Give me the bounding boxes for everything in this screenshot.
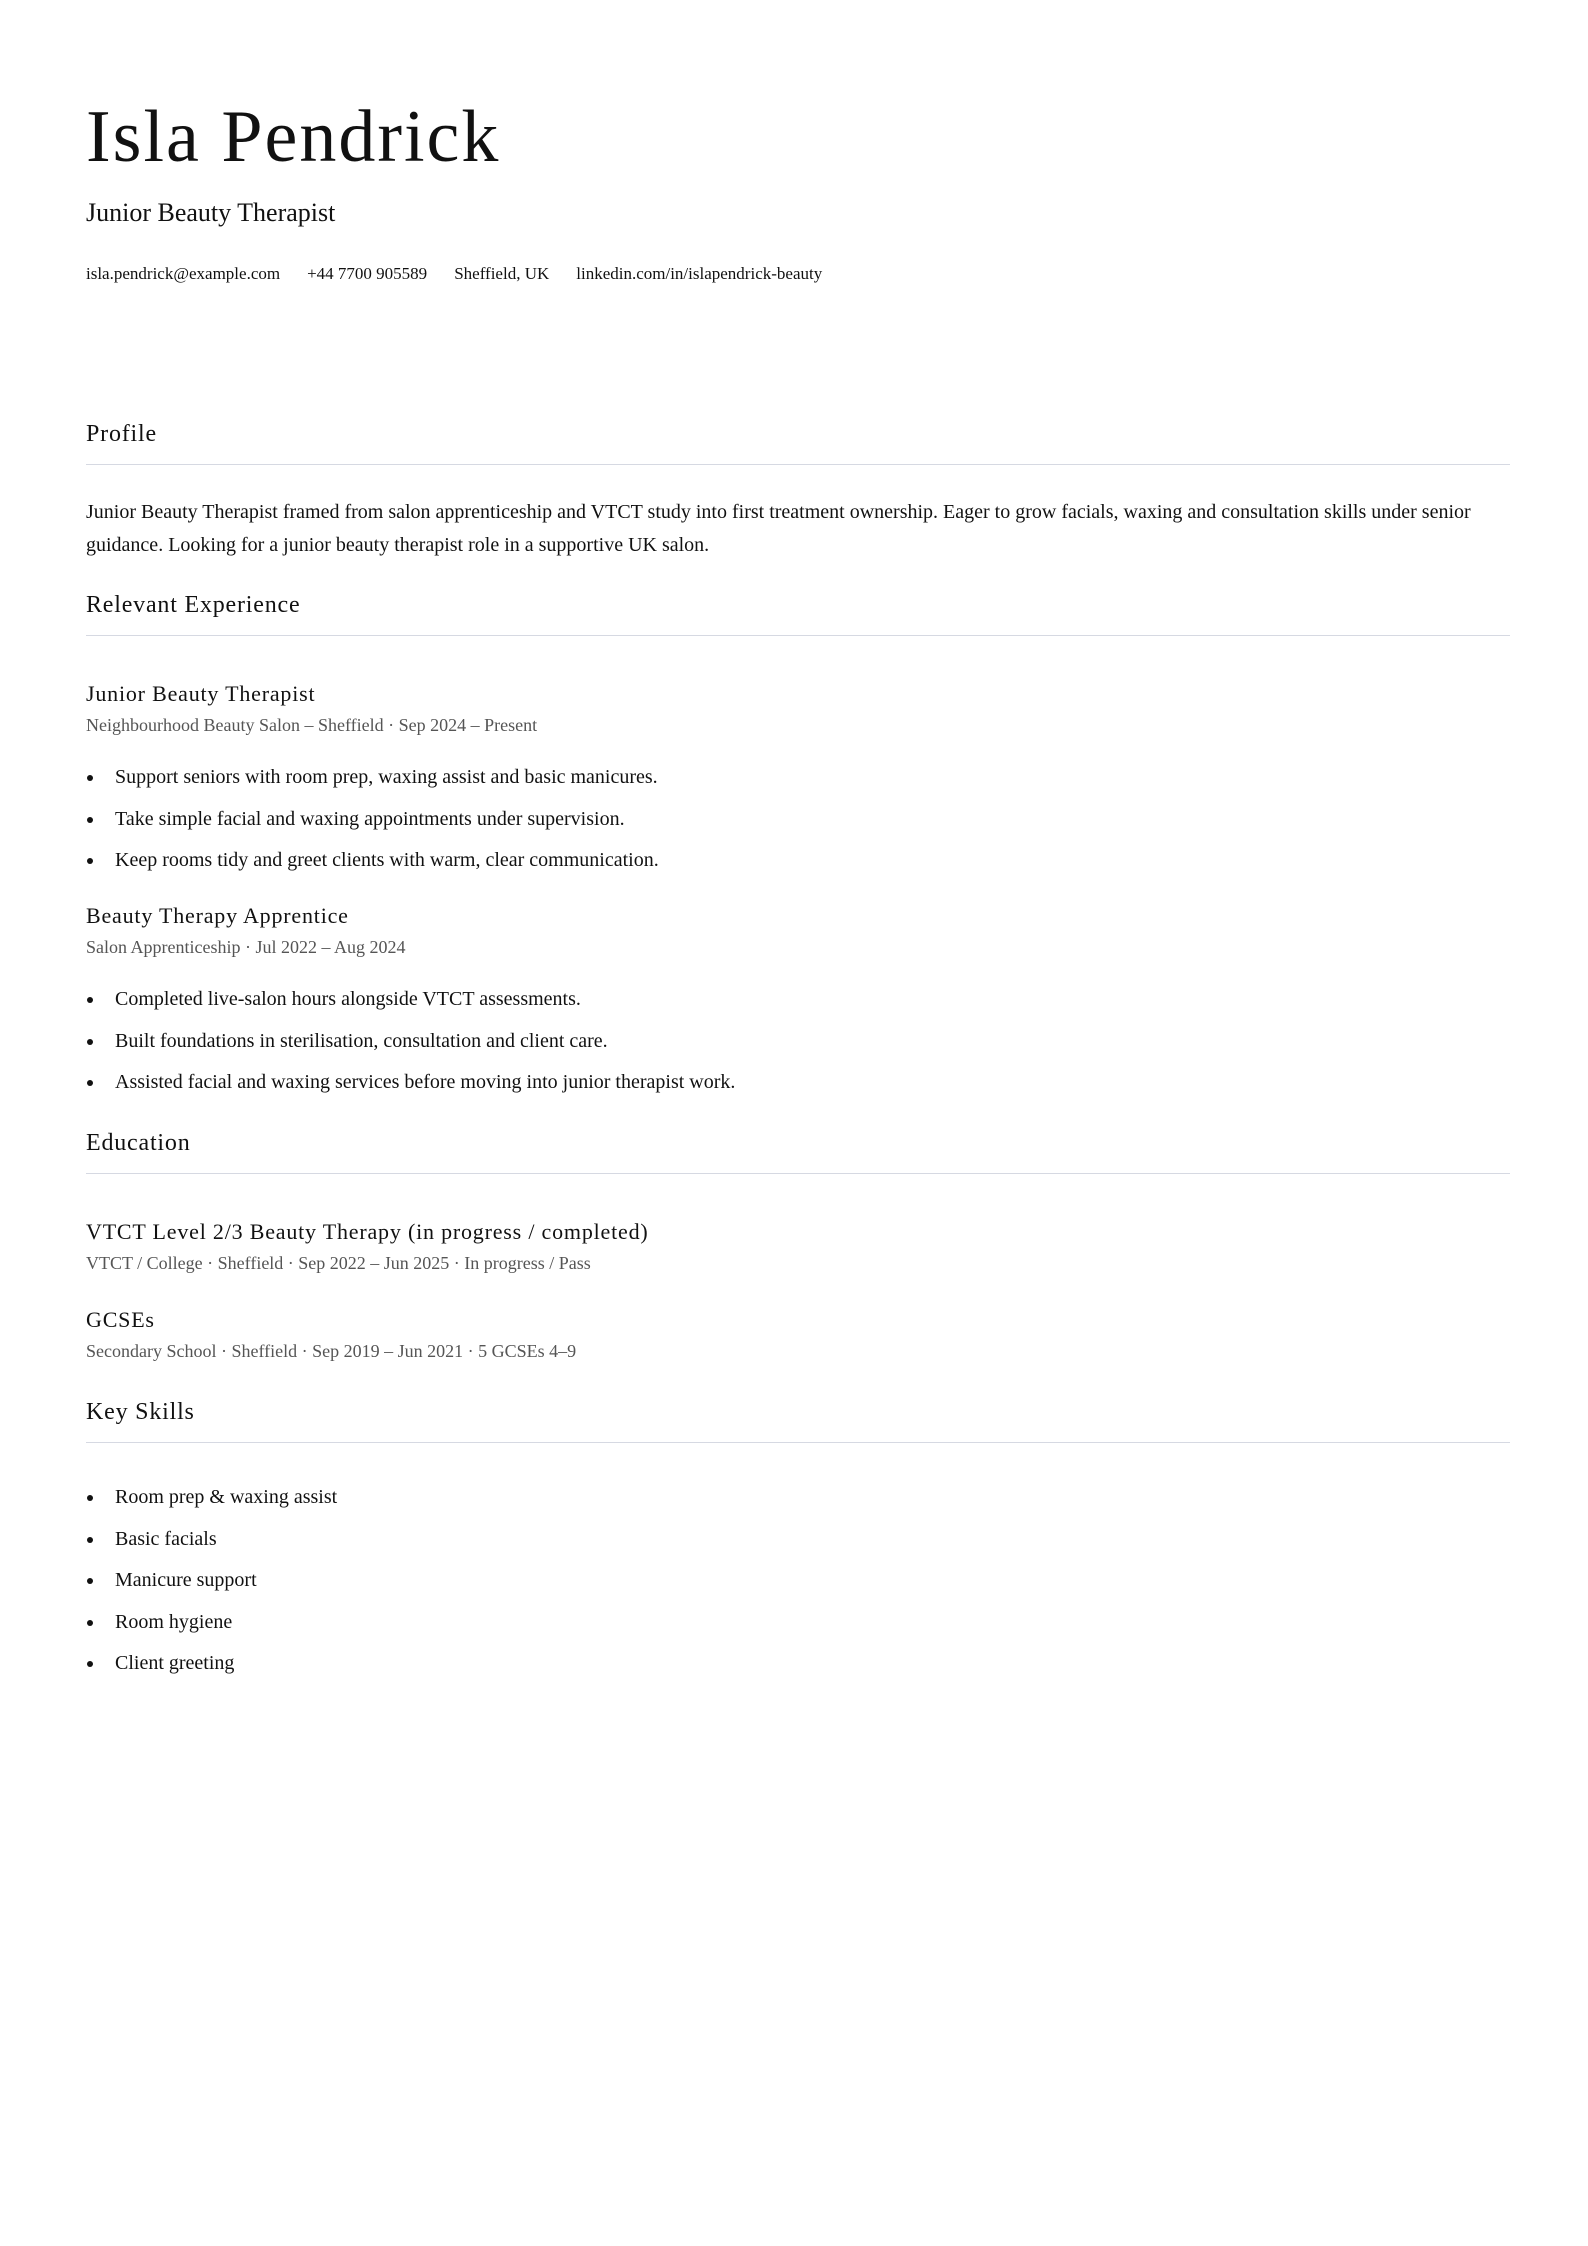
job-meta-1: Neighbourhood Beauty Salon – Sheffield · Sep 2024 – Present: [86, 715, 538, 735]
job-bullets-2: [86, 979, 735, 1104]
list-item: Completed live-salon hours alongside VTCT assessments.: [86, 979, 735, 1021]
section-skills-header: [86, 1396, 1510, 1443]
contact-line: [86, 262, 849, 286]
education-title-1: VTCT Level 2/3 Beauty Therapy (in progress / completed): [86, 1219, 649, 1244]
skills-list: [86, 1477, 337, 1685]
education-title-2: GCSEs: [86, 1307, 155, 1332]
list-item: Support seniors with room prep, waxing assist and basic manicures.: [86, 757, 659, 799]
list-item: Assisted facial and waxing services before moving into junior therapist work.: [86, 1062, 735, 1104]
list-item: Take simple facial and waxing appointments under supervision.: [86, 799, 659, 841]
list-item: Room prep & waxing assist: [86, 1477, 337, 1519]
education-meta-2: Secondary School · Sheffield · Sep 2019 – Jun 2021 · 5 GCSEs 4–9: [86, 1341, 577, 1361]
section-experience-header: [86, 589, 1510, 636]
contact-email[interactable]: isla.pendrick@example.com: [86, 264, 281, 283]
job-title-2: Beauty Therapy Apprentice: [86, 903, 349, 928]
job-bullets-1: [86, 757, 659, 882]
section-skills-heading: Key Skills: [86, 1399, 195, 1425]
list-item: Manicure support: [86, 1560, 337, 1602]
profile-text: Junior Beauty Therapist framed from salon apprenticeship and VTCT study into first treatment ownership. Eager to grow facials, waxing and consultation skills under senior guidance. Looking for a junior beauty therapist role in a supportive UK salon.: [86, 501, 1471, 556]
list-item: Room hygiene: [86, 1602, 337, 1644]
section-education-header: [86, 1127, 1510, 1174]
education-meta-1: VTCT / College · Sheffield · Sep 2022 – Jun 2025 · In progress / Pass: [86, 1253, 591, 1273]
list-item: Client greeting: [86, 1643, 337, 1685]
section-experience-heading: Relevant Experience: [86, 592, 301, 618]
section-profile-heading: Profile: [86, 421, 157, 447]
candidate-title: Junior Beauty Therapist: [86, 198, 336, 227]
candidate-name: Isla Pendrick: [86, 96, 501, 178]
list-item: Keep rooms tidy and greet clients with warm, clear communication.: [86, 840, 659, 882]
section-education-heading: Education: [86, 1130, 191, 1156]
job-title-1: Junior Beauty Therapist: [86, 681, 316, 706]
job-meta-2: Salon Apprenticeship · Jul 2022 – Aug 2024: [86, 937, 406, 957]
list-item: Basic facials: [86, 1519, 337, 1561]
section-profile-header: [86, 418, 1510, 465]
contact-location: Sheffield, UK: [454, 264, 550, 283]
list-item: Built foundations in sterilisation, consultation and client care.: [86, 1021, 735, 1063]
contact-phone[interactable]: +44 7700 905589: [307, 264, 428, 283]
contact-linkedin[interactable]: linkedin.com/in/islapendrick-beauty: [576, 264, 823, 283]
